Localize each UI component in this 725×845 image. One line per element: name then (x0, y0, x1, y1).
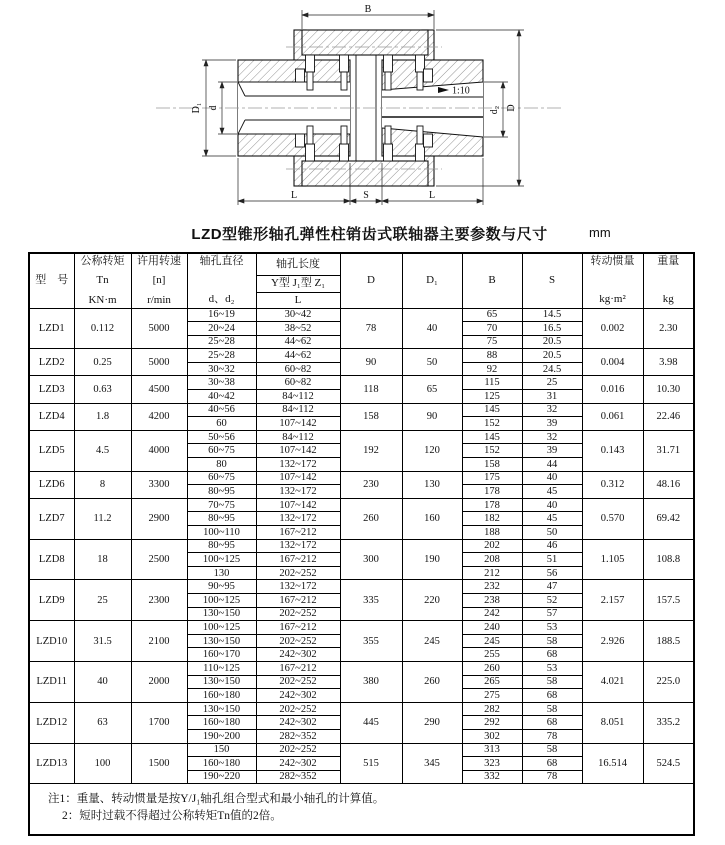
table-cell: 60~82 (256, 362, 340, 376)
table-cell: 132~172 (256, 458, 340, 472)
table-cell: 38~52 (256, 322, 340, 336)
table-cell: 152 (462, 444, 522, 458)
table-cell: 40~42 (187, 390, 256, 404)
table-cell: 167~212 (256, 593, 340, 607)
header-line: Tn (96, 274, 109, 287)
table-cell: 0.312 (582, 471, 643, 498)
table-cell: 107~142 (256, 471, 340, 485)
table-cell: 242~302 (256, 648, 340, 662)
table-cell: 158 (340, 403, 402, 430)
table-cell: 230 (340, 471, 402, 498)
table-cell: 260 (340, 498, 402, 539)
table-cell: 2500 (131, 539, 187, 580)
table-cell: 242~302 (256, 689, 340, 703)
table-cell: 4200 (131, 403, 187, 430)
table-cell: 31.5 (74, 621, 131, 662)
table-cell: 260 (462, 661, 522, 675)
table-cell: 167~212 (256, 621, 340, 635)
table-cell: 50~56 (187, 430, 256, 444)
header-line: 许用转速 (137, 254, 181, 267)
pin (384, 126, 393, 161)
table-cell: 25 (522, 376, 582, 390)
table-cell: 202~252 (256, 743, 340, 757)
table-cell: 275 (462, 689, 522, 703)
table-cell: 202~252 (256, 607, 340, 621)
table-cell: 150 (187, 743, 256, 757)
col-header-torque (74, 253, 131, 308)
table-cell: 0.570 (582, 498, 643, 539)
table-cell: 100 (74, 743, 131, 784)
table-cell: 265 (462, 675, 522, 689)
table-cell: 70~75 (187, 498, 256, 512)
table-cell: LZD10 (29, 621, 74, 662)
table-cell: 16.5 (522, 322, 582, 336)
table-cell: 190~220 (187, 770, 256, 784)
table-cell: 44~62 (256, 349, 340, 363)
table-cell: 1.105 (582, 539, 643, 580)
table-cell: 167~212 (256, 526, 340, 540)
table-row (29, 308, 694, 322)
table-cell: 2900 (131, 498, 187, 539)
table-cell: 202 (462, 539, 522, 553)
table-cell: 58 (522, 634, 582, 648)
table-cell: 158 (462, 458, 522, 472)
table-cell: 182 (462, 512, 522, 526)
table-cell: 78 (522, 770, 582, 784)
table-cell: 300 (340, 539, 402, 580)
sleeve-band-bottom (302, 161, 428, 186)
col-header-length-types: Y型 J₁型 Z₁ (256, 275, 340, 292)
table-cell: 65 (402, 376, 462, 403)
table-cell: 282~352 (256, 729, 340, 743)
table-cell: 58 (522, 675, 582, 689)
table-cell: 60~82 (256, 376, 340, 390)
table-cell: 75 (462, 335, 522, 349)
table-row (29, 539, 694, 553)
table-cell: LZD4 (29, 403, 74, 430)
table-cell: 0.016 (582, 376, 643, 403)
table-cell: 40 (402, 308, 462, 349)
col-header-B: B (462, 253, 522, 308)
table-cell: 380 (340, 661, 402, 702)
table-row (29, 580, 694, 594)
notes-cell (29, 784, 694, 836)
table-cell: 68 (522, 648, 582, 662)
table-cell: LZD3 (29, 376, 74, 403)
table-cell: 115 (462, 376, 522, 390)
table-cell: 60~75 (187, 471, 256, 485)
table-cell: LZD13 (29, 743, 74, 784)
table-cell: 11.2 (74, 498, 131, 539)
table-cell: 60 (187, 417, 256, 431)
table-cell: 132~172 (256, 539, 340, 553)
table-cell: 130 (187, 566, 256, 580)
table-cell: 255 (462, 648, 522, 662)
col-header-D: D (340, 253, 402, 308)
table-cell: 47 (522, 580, 582, 594)
table-row (29, 702, 694, 716)
table-cell: 4500 (131, 376, 187, 403)
header-line: d、d₂ (208, 293, 235, 306)
table-cell: 14.5 (522, 308, 582, 322)
table-cell: 190~200 (187, 729, 256, 743)
table-cell: LZD12 (29, 702, 74, 743)
table-cell: 202~252 (256, 634, 340, 648)
table-cell: 40 (522, 471, 582, 485)
table-cell: 8.051 (582, 702, 643, 743)
table-cell: 30~32 (187, 362, 256, 376)
table-cell: 18 (74, 539, 131, 580)
table-cell: 20~24 (187, 322, 256, 336)
table-cell: 8 (74, 471, 131, 498)
table-cell: 160 (402, 498, 462, 539)
page-title: LZD型锥形轴孔弹性柱销齿式联轴器主要参数与尺寸 (191, 226, 548, 243)
table-cell: 130~150 (187, 702, 256, 716)
taper-label: 1:10 (452, 85, 470, 97)
table-cell: 90 (340, 349, 402, 376)
table-cell: 2.926 (582, 621, 643, 662)
table-cell: 245 (462, 634, 522, 648)
table-cell: 84~112 (256, 430, 340, 444)
dim-label-B: B (364, 4, 372, 15)
table-cell: 107~142 (256, 498, 340, 512)
table-body (29, 308, 694, 784)
table-cell: 90 (402, 403, 462, 430)
header-line: KN·m (88, 293, 117, 306)
table-cell: 58 (522, 743, 582, 757)
table-cell: 242 (462, 607, 522, 621)
table-cell: 160~180 (187, 689, 256, 703)
table-cell: 145 (462, 430, 522, 444)
table-cell: LZD6 (29, 471, 74, 498)
table-cell: 78 (340, 308, 402, 349)
table-cell: 130~150 (187, 634, 256, 648)
table-cell: 167~212 (256, 661, 340, 675)
table-cell: 40 (74, 661, 131, 702)
table-cell: 16~19 (187, 308, 256, 322)
table-cell: 282~352 (256, 770, 340, 784)
table-cell: 0.63 (74, 376, 131, 403)
header-line: [n] (152, 274, 166, 287)
header-line: kg (662, 293, 674, 306)
dim-label-L-left: L (290, 190, 298, 201)
table-cell: 68 (522, 757, 582, 771)
dim-label-d2: d₂ (489, 105, 500, 115)
table-cell: 132~172 (256, 512, 340, 526)
table-cell: 2100 (131, 621, 187, 662)
col-header-weight (643, 253, 694, 308)
table-cell: 50 (402, 349, 462, 376)
table-cell: 120 (402, 430, 462, 471)
table-cell: 110~125 (187, 661, 256, 675)
table-cell: 1.8 (74, 403, 131, 430)
table-cell: 20.5 (522, 335, 582, 349)
right-bore (382, 82, 483, 137)
table-cell: 212 (462, 566, 522, 580)
pin (340, 55, 349, 90)
table-notes (29, 784, 694, 836)
table-cell: 50 (522, 526, 582, 540)
table-cell: 245 (402, 621, 462, 662)
table-cell: 51 (522, 553, 582, 567)
table-cell: 100~125 (187, 621, 256, 635)
table-cell: LZD2 (29, 349, 74, 376)
table-cell: 32 (522, 430, 582, 444)
header-line: 转动惯量 (590, 255, 635, 268)
table-cell: 145 (462, 403, 522, 417)
table-cell: 188 (462, 526, 522, 540)
table-cell: 190 (402, 539, 462, 580)
table-cell: 63 (74, 702, 131, 743)
col-header-length-L: L (256, 292, 340, 308)
table-cell: 46 (522, 539, 582, 553)
table-cell: 290 (402, 702, 462, 743)
table-cell: 160~180 (187, 757, 256, 771)
table-cell: 125 (462, 390, 522, 404)
table-cell: 335.2 (643, 702, 694, 743)
table-cell: 335 (340, 580, 402, 621)
table-cell: 323 (462, 757, 522, 771)
table-cell: 3.98 (643, 349, 694, 376)
table-row (29, 376, 694, 390)
table-cell: 2.30 (643, 308, 694, 349)
table-cell: 90~95 (187, 580, 256, 594)
table-cell: 32 (522, 403, 582, 417)
table-cell: 238 (462, 593, 522, 607)
table-cell: 0.004 (582, 349, 643, 376)
table-cell: 78 (522, 729, 582, 743)
table-cell: 16.514 (582, 743, 643, 784)
col-header-speed (131, 253, 187, 308)
table-cell: 0.061 (582, 403, 643, 430)
table-cell: 208 (462, 553, 522, 567)
parameters-table (28, 252, 695, 836)
table-row (29, 498, 694, 512)
table-cell: 0.143 (582, 430, 643, 471)
table-cell: 132~172 (256, 580, 340, 594)
dim-label-d: d (208, 105, 219, 111)
table-cell: 100~125 (187, 593, 256, 607)
table-cell: 175 (462, 471, 522, 485)
table-cell: 130~150 (187, 607, 256, 621)
table-row (29, 403, 694, 417)
col-header-S: S (522, 253, 582, 308)
table-cell: 68 (522, 716, 582, 730)
table-cell: 1500 (131, 743, 187, 784)
note-2: 2：短时过载不得超过公称转矩Tn值的2倍。 (62, 810, 282, 823)
table-cell: 242~302 (256, 757, 340, 771)
table-row (29, 743, 694, 757)
col-header-model: 型 号 (29, 253, 74, 308)
table-cell: LZD7 (29, 498, 74, 539)
table-row (29, 621, 694, 635)
table-cell: 80~95 (187, 539, 256, 553)
table-cell: 5000 (131, 349, 187, 376)
table-cell: 25 (74, 580, 131, 621)
table-cell: 302 (462, 729, 522, 743)
table-cell: 80~95 (187, 512, 256, 526)
table-cell: 69.42 (643, 498, 694, 539)
table-cell: 0.25 (74, 349, 131, 376)
table-cell: 40~56 (187, 403, 256, 417)
table-cell: 4.021 (582, 661, 643, 702)
table-cell: 232 (462, 580, 522, 594)
dim-label-L-right: L (428, 190, 436, 201)
table-cell: 70 (462, 322, 522, 336)
unit-label: mm (589, 225, 611, 240)
table-cell: 202~252 (256, 702, 340, 716)
table-cell: LZD11 (29, 661, 74, 702)
table-cell: 45 (522, 512, 582, 526)
table-cell: 56 (522, 566, 582, 580)
table-row (29, 661, 694, 675)
table-cell: 31.71 (643, 430, 694, 471)
table-cell: 88 (462, 349, 522, 363)
table-cell: 25~28 (187, 335, 256, 349)
table-cell: LZD8 (29, 539, 74, 580)
table-cell: 108.8 (643, 539, 694, 580)
table-cell: 48.16 (643, 471, 694, 498)
table-cell: 30~42 (256, 308, 340, 322)
table-cell: LZD5 (29, 430, 74, 471)
table-cell: 68 (522, 689, 582, 703)
table-cell: 39 (522, 444, 582, 458)
table-cell: LZD9 (29, 580, 74, 621)
table-cell: 53 (522, 621, 582, 635)
title-row (0, 223, 725, 245)
table-row (29, 471, 694, 485)
table-cell: 240 (462, 621, 522, 635)
table-cell: 355 (340, 621, 402, 662)
table-cell: 20.5 (522, 349, 582, 363)
table-cell: 524.5 (643, 743, 694, 784)
table-cell: 0.112 (74, 308, 131, 349)
table-cell: 178 (462, 498, 522, 512)
table-cell: 31 (522, 390, 582, 404)
table-cell: 160~180 (187, 716, 256, 730)
table-cell: 44~62 (256, 335, 340, 349)
pin (306, 55, 315, 90)
table-cell: 167~212 (256, 553, 340, 567)
table-cell: 4000 (131, 430, 187, 471)
table-cell: 202~252 (256, 675, 340, 689)
col-header-D1: D₁ (402, 253, 462, 308)
table-cell: 10.30 (643, 376, 694, 403)
table-cell: 84~112 (256, 403, 340, 417)
table-cell: 22.46 (643, 403, 694, 430)
col-header-inertia (582, 253, 643, 308)
dim-label-S: S (363, 190, 369, 201)
table-row (29, 430, 694, 444)
col-header-bore (187, 253, 256, 308)
table-cell: 107~142 (256, 444, 340, 458)
table-cell: 178 (462, 485, 522, 499)
table-cell: LZD1 (29, 308, 74, 349)
table-cell: 80 (187, 458, 256, 472)
table-cell: 445 (340, 702, 402, 743)
table-cell: 40 (522, 498, 582, 512)
header-line: 重量 (657, 255, 680, 268)
table-cell: 80~95 (187, 485, 256, 499)
pin (306, 126, 315, 161)
dim-label-D1: D₁ (191, 102, 202, 114)
table-cell: 100~110 (187, 526, 256, 540)
table-cell: 132~172 (256, 485, 340, 499)
table-cell: 220 (402, 580, 462, 621)
table-cell: 39 (522, 417, 582, 431)
table-cell: 65 (462, 308, 522, 322)
table-cell: 60~75 (187, 444, 256, 458)
table-cell: 107~142 (256, 417, 340, 431)
header-line: r/min (147, 293, 171, 306)
table-cell: 100~125 (187, 553, 256, 567)
table-cell: 292 (462, 716, 522, 730)
sleeve-band-top (302, 30, 428, 55)
table-cell: 58 (522, 702, 582, 716)
dim-label-D: D (506, 104, 517, 112)
table-cell: 130~150 (187, 675, 256, 689)
coupling-drawing (0, 0, 725, 218)
table-cell: 118 (340, 376, 402, 403)
table-cell: 515 (340, 743, 402, 784)
table-cell: 332 (462, 770, 522, 784)
table-cell: 4.5 (74, 430, 131, 471)
table-cell: 2300 (131, 580, 187, 621)
table-cell: 225.0 (643, 661, 694, 702)
table-cell: 44 (522, 458, 582, 472)
header-line: 公称转矩 (80, 254, 125, 267)
table-cell: 0.002 (582, 308, 643, 349)
table-cell: 130 (402, 471, 462, 498)
table-cell: 188.5 (643, 621, 694, 662)
pin (384, 55, 393, 90)
table-cell: 2000 (131, 661, 187, 702)
table-cell: 92 (462, 362, 522, 376)
table-row (29, 349, 694, 363)
table-cell: 202~252 (256, 566, 340, 580)
table-cell: 24.5 (522, 362, 582, 376)
table-header (29, 253, 694, 308)
table-cell: 152 (462, 417, 522, 431)
table-cell: 282 (462, 702, 522, 716)
header-line: kg·m² (599, 293, 626, 306)
table-cell: 3300 (131, 471, 187, 498)
table-cell: 30~38 (187, 376, 256, 390)
header-line: 轴孔直径 (199, 255, 244, 268)
table-cell: 25~28 (187, 349, 256, 363)
table-cell: 313 (462, 743, 522, 757)
table-cell: 260 (402, 661, 462, 702)
table-cell: 5000 (131, 308, 187, 349)
table-cell: 345 (402, 743, 462, 784)
note-1: 注1：重量、转动惯量是按Y/J₁轴孔组合型式和最小轴孔的计算值。 (48, 793, 385, 806)
table-cell: 57 (522, 607, 582, 621)
table-cell: 84~112 (256, 390, 340, 404)
table-cell: 53 (522, 661, 582, 675)
table-cell: 242~302 (256, 716, 340, 730)
table-cell: 1700 (131, 702, 187, 743)
table-cell: 2.157 (582, 580, 643, 621)
table-cell: 157.5 (643, 580, 694, 621)
table-cell: 45 (522, 485, 582, 499)
table-cell: 160~170 (187, 648, 256, 662)
col-header-length: 轴孔长度 (256, 253, 340, 275)
table-cell: 52 (522, 593, 582, 607)
pin (340, 126, 349, 161)
table-cell: 192 (340, 430, 402, 471)
